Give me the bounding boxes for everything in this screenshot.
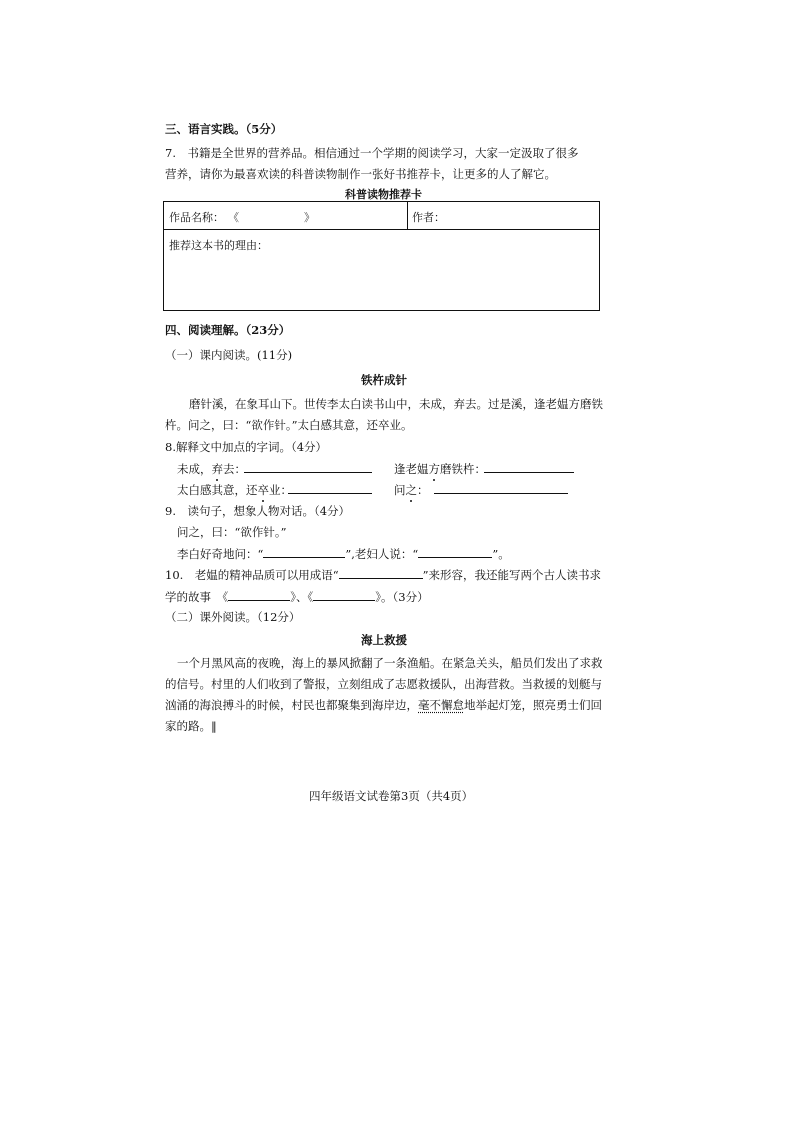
q9-woman-answer-blank[interactable] <box>418 545 492 558</box>
q10-story1-blank[interactable] <box>228 588 290 601</box>
q8-item3-answer-blank[interactable] <box>288 485 372 494</box>
q7-line1: 7. 书籍是全世界的营养品。相信通过一个学期的阅读学习，大家一定汲取了很多 <box>165 146 579 160</box>
q9-dialogue-text-c: ”。 <box>492 547 510 561</box>
passage1-title: 铁杵成针 <box>361 373 407 387</box>
q8-item2-text: 逢老媪 <box>394 462 429 476</box>
q9-stem: 9. 读句子，想象人物对话。（4分） <box>165 504 351 518</box>
q8-item3 <box>177 482 292 498</box>
q7-line2: 营养，请你为最喜欢读的科普读物制作一张好书推荐卡，让更多的人了解它。 <box>165 167 556 181</box>
passage2-line4: 家的路。‖ <box>165 719 217 733</box>
work-name-label: 作品名称： <box>169 211 224 224</box>
passage2-line3-text-b: 地举起灯笼，照亮勇士们回 <box>464 698 602 712</box>
q10-line2 <box>165 588 429 605</box>
q8-item2-dotted: 方 <box>428 462 440 476</box>
q8-item2-answer-blank[interactable] <box>484 464 574 473</box>
q8-item1-dotted: 弃 <box>211 462 223 476</box>
q8-item4-text: 问 <box>394 483 406 497</box>
work-name-close-quote: 》 <box>304 211 315 224</box>
q10-line2-text-a: 学的故事 《 <box>165 590 229 604</box>
q8-item4-text-end: ： <box>417 483 429 497</box>
q8-item3-text-end: 业： <box>269 483 292 497</box>
part1-heading: （一）课内阅读。(11分) <box>165 348 293 362</box>
passage2-line2: 的信号。村里的人们收到了警报，立刻组成了志愿救援队，出海营救。当救援的划艇与 <box>165 677 602 691</box>
q9-dialogue-text-b: ”,老妇人说：“ <box>345 547 419 561</box>
q8-item1-text: 未成， <box>177 462 212 476</box>
q10-line1-text-b: ”来形容，我还能写两个古人读书求 <box>422 568 602 582</box>
q8-item1-text-end: 去： <box>223 462 246 476</box>
q8-item4-dotted: 之 <box>405 483 417 497</box>
q10-story2-blank[interactable] <box>313 588 375 601</box>
q8-item2-text-end: 磨铁杵： <box>440 462 486 476</box>
q9-dialogue-line <box>177 545 510 562</box>
q8-item4-answer-blank[interactable] <box>434 485 568 494</box>
passage1-line2: 杵。问之，曰：“欲作针。”太白感其意，还卒业。 <box>165 418 413 432</box>
q10-line2-text-c: 》。（3分） <box>375 590 429 604</box>
q8-item3-dotted: 卒 <box>257 483 269 497</box>
passage2-dotted-phrase: 毫不懈怠 <box>418 698 464 712</box>
part2-heading: （二）课外阅读。（12分） <box>165 610 301 624</box>
q8-stem: 8.解释文中加点的字词。（4分） <box>165 440 328 454</box>
q9-dialogue-text-a: 李白好奇地问：“ <box>177 547 264 561</box>
card-title: 科普读物推荐卡 <box>345 188 422 201</box>
passage2-line3-text-a: 汹涌的海浪搏斗的时候，村民也都聚集到海岸边， <box>165 698 418 712</box>
section4-heading: 四、阅读理解。（23分） <box>165 323 291 337</box>
q10-line1-text-a: 10. 老媪的精神品质可以用成语“ <box>165 568 339 582</box>
q8-item1 <box>177 461 246 477</box>
q9-quote: 问之，曰：“欲作针。” <box>177 525 287 539</box>
q8-item4 <box>394 482 429 498</box>
passage2-line3 <box>165 697 602 713</box>
q10-line2-text-b: 》、《 <box>290 590 314 604</box>
q9-libai-answer-blank[interactable] <box>263 545 345 558</box>
card-divider <box>407 202 408 229</box>
page-footer: 四年级语文试卷第3页（共4页） <box>309 789 474 803</box>
work-name-open-quote: 《 <box>228 211 239 224</box>
passage2-line1: 一个月黑风高的夜晚，海上的暴风掀翻了一条渔船。在紧急关头，船员们发出了求救 <box>177 656 603 670</box>
passage1-line1: 磨针溪，在象耳山下。世传李太白读书山中，未成，弃去。过是溪，逢老媪方磨铁 <box>189 397 603 411</box>
recommendation-card <box>163 201 600 311</box>
q10-line1 <box>165 566 601 583</box>
q10-idiom-blank[interactable] <box>339 566 423 579</box>
reason-label: 推荐这本书的理由： <box>169 239 268 252</box>
author-label: 作者： <box>412 211 445 224</box>
passage2-title: 海上救援 <box>361 633 407 647</box>
q8-item1-answer-blank[interactable] <box>244 464 372 473</box>
q8-item2 <box>394 461 486 477</box>
q8-item3-text: 太白感其意，还 <box>177 483 258 497</box>
section3-heading: 三、语言实践。（5分） <box>165 122 283 136</box>
